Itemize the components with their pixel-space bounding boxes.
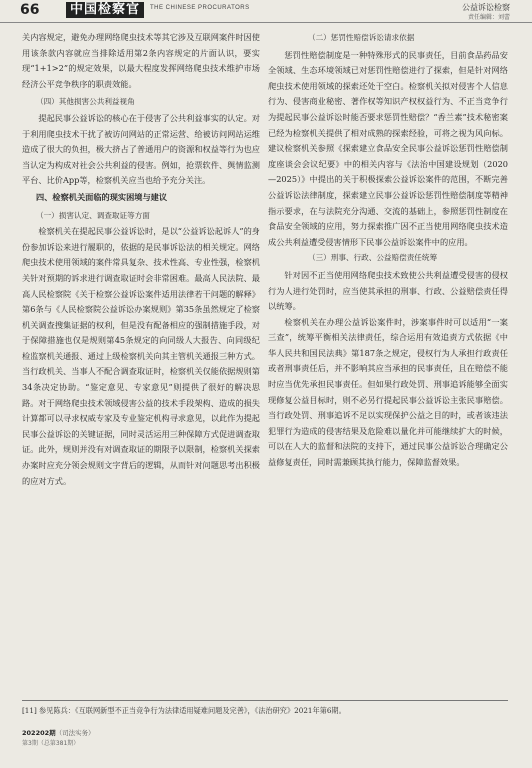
issue-year: 2022 bbox=[22, 729, 41, 737]
column-name: 公益诉讼检察 bbox=[462, 3, 510, 12]
total-issue: 第3期（总第381期） bbox=[22, 740, 80, 747]
paragraph: 关内容规定，避免办理网络爬虫技术等其它涉及互联网案件时因使用该条款内容就应当排除适用第2条内容规定的片面认识，要实现“1+1>2”的规定效果，以最大程度发挥网络爬虫技术维护市场经济公平竞争秩序的职责效能。 bbox=[22, 32, 260, 89]
footnote-divider bbox=[22, 700, 508, 701]
issue-info bbox=[22, 728, 95, 737]
paragraph: 检察机关在提起民事公益诉讼时，是以“公益诉讼起诉人”的身份参加诉讼来进行履职的，依据的是民事诉讼法的相关规定。网络爬虫技术使用领域的案件常具复杂、技术性高、专业性强，检察机关针对预期的诉求进行调查取证时会非常困难。最高人民法院、最高人民检察院《关于检察公益诉讼案件适用法律若干问题的解释》第6条与《人民检察院公益诉讼办案规则》第35条虽然规定了检察机关调查搜集证据的权利，但是没有配备相应的强制措施手段，对于保障措施也仅是规则第45条规定的向同级人大报告、向同级纪检监察机关通报、通过上级检察机关向其主管机关通报三种方式。当行政机关、当事人不配合调查取证时，检察机关仅能依据规则第34条决定协助。“鉴定意见、专家意见”则提供了很好的解决思路。对于网络爬虫技术领域侵害公益的技术手段架构、造成的损失计算都可以寻求权威专家及专业鉴定机构寻求意见，以此作为提起民事公益诉讼的关键证据，同时灵活运用三种保障方式促进调查取证。此外，规则并没有对调查取证的期限予以限制，检察机关探索办案时应充分领会规则文字背后的逻辑，从而针对问题思考出积极的应对方式。 bbox=[22, 226, 260, 486]
subsection-heading: （二）惩罚性赔偿诉讼请求依据 bbox=[308, 33, 415, 42]
paragraph: 检察机关在办理公益诉讼案件时，涉案事件时可以适用“一案三查”，统筹平衡相关法律责任，综合运用有效追责方式依据《中华人民共和国民法典》第187条之规定，侵权行为人承担行政责任或者刑事责任后，并不影响其应当承担的民事责任，且在赔偿不能时应当优先承担民事责任。但如果行政处罚、刑事追诉能够全面实现修复公益目标时，则不必另行提起民事公益诉讼主张民事赔偿。当行政处罚、刑事追诉不足以实现保护公益之目的时，或者该违法犯罪行为造成的侵害结果及危险难以量化并可能继续扩大的时候，可以在人大的监督和法院的支持下，通过民事公益诉讼合理确定公益修复责任，同时需兼顾其执行能力，保障监督效果。 bbox=[268, 316, 508, 468]
paragraph: 针对因不正当使用网络爬虫技术致使公共利益遭受侵害的侵权行为人进行处罚时，应当使其承担的刑事、行政、公益赔偿责任得以统筹。 bbox=[268, 269, 508, 312]
paragraph: 惩罚性赔偿制度是一种特殊形式的民事责任，目前食品药品安全领域、生态环境领域已对惩罚性赔偿进行了探索，但是针对网络爬虫技术使用领域的探索还处于空白。检察机关拟对侵害个人信息行为、侵害商业秘密、著作权等知识产权权益行为、不正当竞争行为提起民事公益诉讼时能否要求惩罚性赔偿？“香兰素”技术秘密案已经为检察机关提供了相对成熟的探索经验，可将之视为风向标。建议检察机关参照《探索建立食品安全民事公益诉讼惩罚性赔偿制度座谈会会议纪要》中的相关内容与《法治中国建设规划（2020—2025）》中提出的关于积极探索公益诉讼案件的范围，不断完善公益诉讼法律制度，探索建立民事公益诉讼惩罚性赔偿制度等精神指示要求，在与法院充分沟通、交流的基础上，参照惩罚性制度在食品安全领域的应用，努力探索推广因不正当使用网络爬虫技术造成公共利益遭受侵害情形下民事公益诉讼案件中的应用。 bbox=[268, 49, 508, 247]
paragraph: 提起民事公益诉讼的核心在于侵害了公共利益事实的认定。对于利用爬虫技术干扰了被访问网站的正常运营、给被访问网站运维造成了很大的负担，极大挤占了普通用户的资源和权益等行为也应当认定为构成对社会公共利益的侵害。例如，抢票软件、舆情监测平台、比价App等，检察机关应当也给予充分关注。 bbox=[22, 112, 260, 186]
issue-label: （司法实务） bbox=[55, 729, 95, 737]
issue-number: 02期 bbox=[40, 729, 56, 737]
left-column bbox=[22, 30, 260, 695]
page-number: 66 bbox=[20, 2, 40, 18]
subsection-heading: （四）其他损害公共利益视角 bbox=[36, 97, 135, 107]
page-header bbox=[0, 0, 532, 23]
subsection-heading: （一）损害认定、调查取证等方面 bbox=[36, 210, 150, 220]
footnote: [11] 参见陈兵：《互联网新型不正当竞争行为法律适用疑难问题及完善》，《法治研究》2021年第6期。 bbox=[22, 706, 346, 715]
section-heading: 四、检察机关面临的现实困境与建议 bbox=[36, 191, 168, 202]
right-column bbox=[268, 30, 508, 695]
journal-english-title: THE CHINESE PROCURATORS bbox=[150, 5, 250, 11]
journal-logo: 中国检察官 bbox=[66, 2, 144, 18]
subsection-heading: （三）刑事、行政、公益赔偿责任统筹 bbox=[308, 253, 438, 263]
responsible-editor: 责任编辑：刘蕾 bbox=[467, 14, 510, 21]
